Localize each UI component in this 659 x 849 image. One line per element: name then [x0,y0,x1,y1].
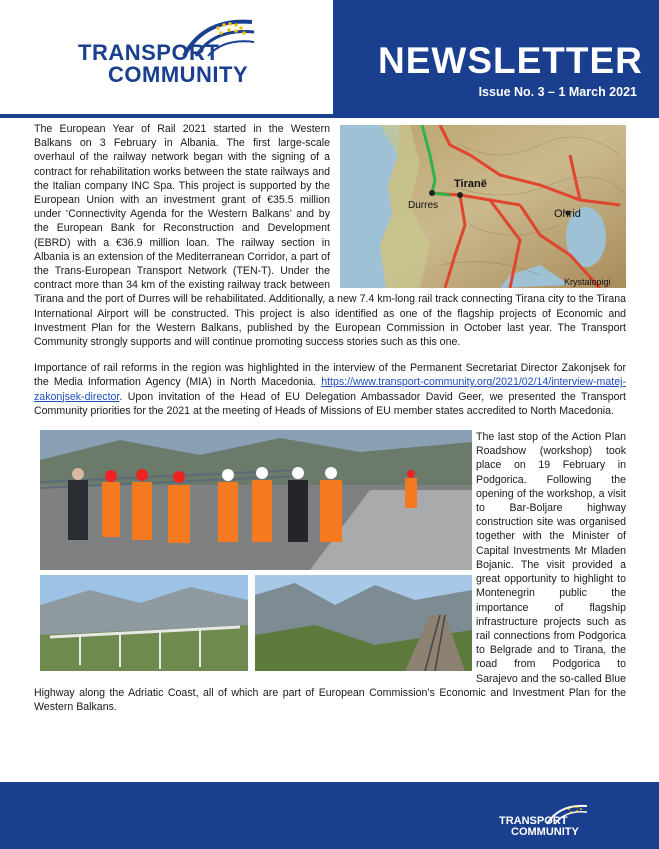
logo-line-1: TRANSPORT [78,40,220,65]
map-label-tirane: Tiranë [454,178,487,190]
logo-wordmark [78,42,248,86]
map-image [340,125,626,288]
newsletter-footer [0,782,659,849]
podgorica-photo-group [34,430,466,670]
article-paragraph-2-text-a: Importance of rail reforms in the region was highlighted in the interview of the Permanent Secretariat Director Zakonjsek for the Media Information Agency (MIA) in North Macedonia. [34,362,626,389]
map-label-ohrid: Ohrid [554,208,581,220]
article-paragraph-3-text: The last stop of the Action Plan Roadshow (workshop) took place on 19 February in Podgorica. Following the opening of the workshop, a visit to Bar-Boljare highway construction site was organised together with the Minister of Capital Investments Mr Mladen Bojanic. The visit provided a great opportunity to highlight to Montenegrin public the importance of flagship infrastructure projects such as rail connections from Podgorica to Belgrade and to Tirana, the road from Podgorica to Sarajevo and the so-called Blue Highway along the Adriatic Coast, all of which are part of European Commission’s Economic and Investment Plan for the Western Balkans. [34,431,626,713]
site-visit-photo [40,430,472,570]
logo-line-2: COMMUNITY [108,62,249,87]
footer-logo-line-2: COMMUNITY [511,826,579,838]
article-paragraph-2 [34,361,626,418]
map-label-durres: Durres [408,200,439,211]
bridge-image [40,575,248,671]
header-logo-panel [0,0,333,118]
article-paragraph-2-text-b: . Upon invitation of the Head of EU Delegation Ambassador David Geer, we presented the Transport Community priorities for the 2021 at the meeting of Heads of Missions of EU member states accredited to North Macedonia. [34,390,626,417]
article-paragraph-3 [34,430,626,714]
interview-link[interactable]: https://www.transport-community.org/2021/02/14/interview-matej-zakonjsek-director [34,376,626,403]
footer-logo-line-1: TRANSPORT [499,815,568,827]
canyon-image [255,575,472,671]
site-visit-image [40,430,472,570]
header-divider [0,114,659,118]
issue-info: Issue No. 3 – 1 March 2021 [478,85,637,99]
albania-railway-map [340,125,626,288]
newsletter-title: NEWSLETTER [378,40,643,81]
map-label-krystalopigi: Krystalopigi [564,277,611,287]
transport-community-logo [78,16,258,92]
footer-logo [499,802,589,842]
article-paragraph-1-text: The European Year of Rail 2021 started in the Western Balkans on 3 February in Albania. The first large-scale overhaul of the railway network began with the signing of a contract for rehabilitation works between the state railways and the Italian company INC Spa. This project is supported by the European Union with an investment grant of €35.5 million under ‘Connectivity Agenda for the Western Balkans’ and by the European Bank for Reconstruction and Development (EBRD) with a €36.9 million loan. The railway section in Albania is an extension of the Mediterranean Corridor, a part of the Trans-European Transport Network (TEN-T). Under the contract more than 34 km of the existing railway track between Tirana and the port of Durres will be rehabilitated. Additionally, a new 7.4 km-long rail track connecting Tirana city to the Tirana International Airport will be constructed. This project is also identified as one of the flagship projects of Economic and Investment Plan for the Western Balkans, published by the European Commission in October last year. The Transport Community strongly supports and will continue promoting success stories such as this one. [34,123,626,349]
highway-bridge-photo [40,575,248,671]
article-paragraph-1 [34,122,626,349]
canyon-road-photo [255,575,472,671]
newsletter-header [0,0,659,118]
newsletter-body [34,122,626,726]
